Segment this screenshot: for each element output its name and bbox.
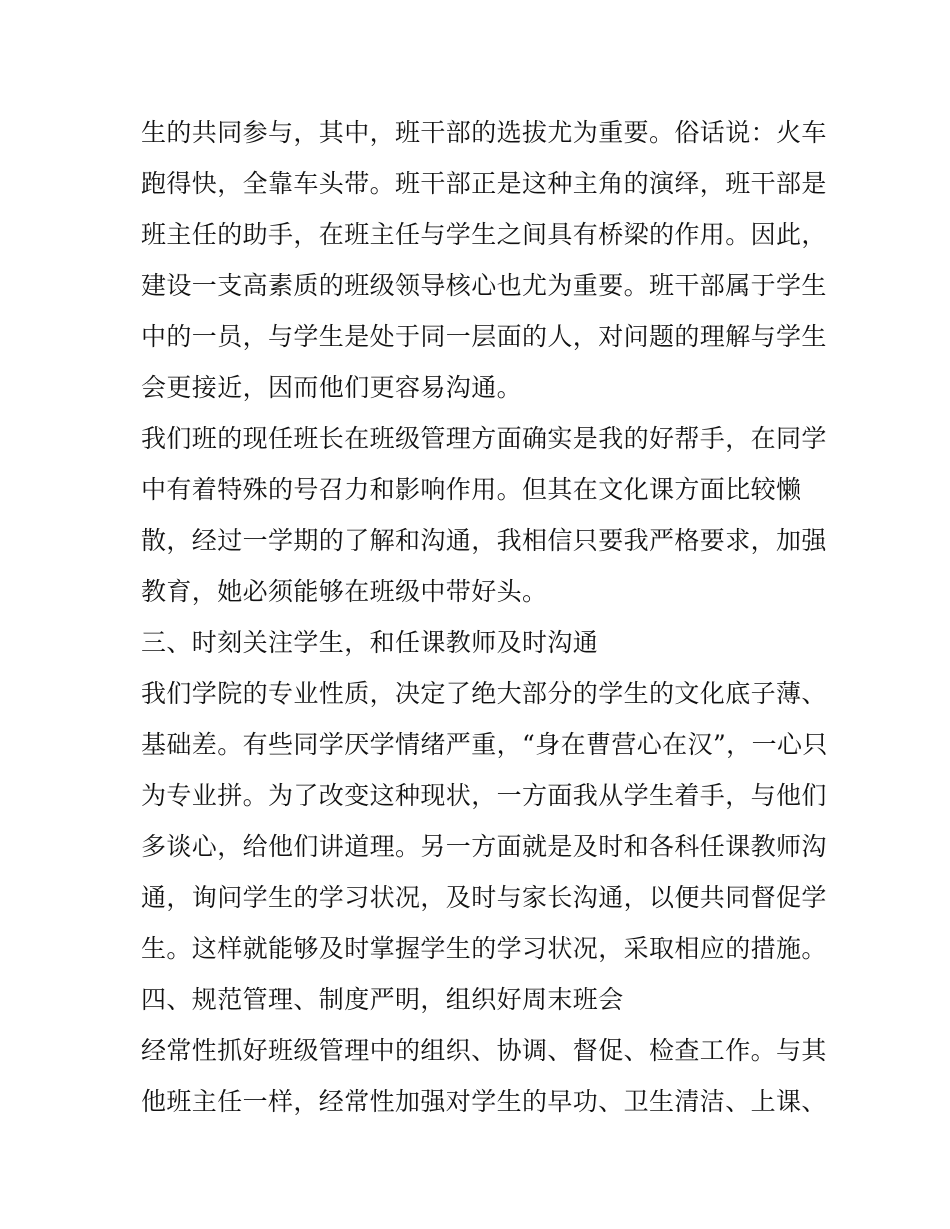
- text-line: 班主任的助手，在班主任与学生之间具有桥梁的作用。因此，: [141, 220, 827, 249]
- section-heading: 四、规范管理、制度严明，组织好周末班会: [141, 985, 624, 1014]
- text-line: 生的共同参与，其中，班干部的选拔尤为重要。俗话说：火车: [141, 118, 827, 147]
- text-line: 为专业拼。为了改变这种现状，一方面我从学生着手，与他们: [141, 781, 827, 810]
- text-line: 基础差。有些同学厌学情绪严重，“身在曹营心在汉”，一心只: [141, 730, 828, 759]
- text-line: 经常性抓好班级管理中的组织、协调、督促、检查工作。与其: [141, 1036, 827, 1065]
- text-line: 散，经过一学期的了解和沟通，我相信只要我严格要求，加强: [141, 526, 827, 555]
- text-line: 中的一员，与学生是处于同一层面的人，对问题的理解与学生: [141, 322, 827, 351]
- text-line: 生。这样就能够及时掌握学生的学习状况，采取相应的措施。: [141, 934, 827, 963]
- section-heading: 三、时刻关注学生，和任课教师及时沟通: [141, 628, 599, 657]
- text-line: 中有着特殊的号召力和影响作用。但其在文化课方面比较懒: [141, 475, 802, 504]
- text-line: 通，询问学生的学习状况，及时与家长沟通，以便共同督促学: [141, 883, 827, 912]
- text-line: 跑得快，全靠车头带。班干部正是这种主角的演绎，班干部是: [141, 169, 827, 198]
- text-line: 教育，她必须能够在班级中带好头。: [141, 577, 548, 606]
- text-line: 会更接近，因而他们更容易沟通。: [141, 373, 523, 402]
- body-text: [141, 107, 831, 1127]
- text-line: 他班主任一样，经常性加强对学生的早功、卫生清洁、上课、: [141, 1087, 827, 1116]
- text-line: 我们班的现任班长在班级管理方面确实是我的好帮手，在同学: [141, 424, 827, 453]
- text-line: 我们学院的专业性质，决定了绝大部分的学生的文化底子薄、: [141, 679, 827, 708]
- text-line: 建设一支高素质的班级领导核心也尤为重要。班干部属于学生: [141, 271, 827, 300]
- text-line: 多谈心，给他们讲道理。另一方面就是及时和各科任课教师沟: [141, 832, 827, 861]
